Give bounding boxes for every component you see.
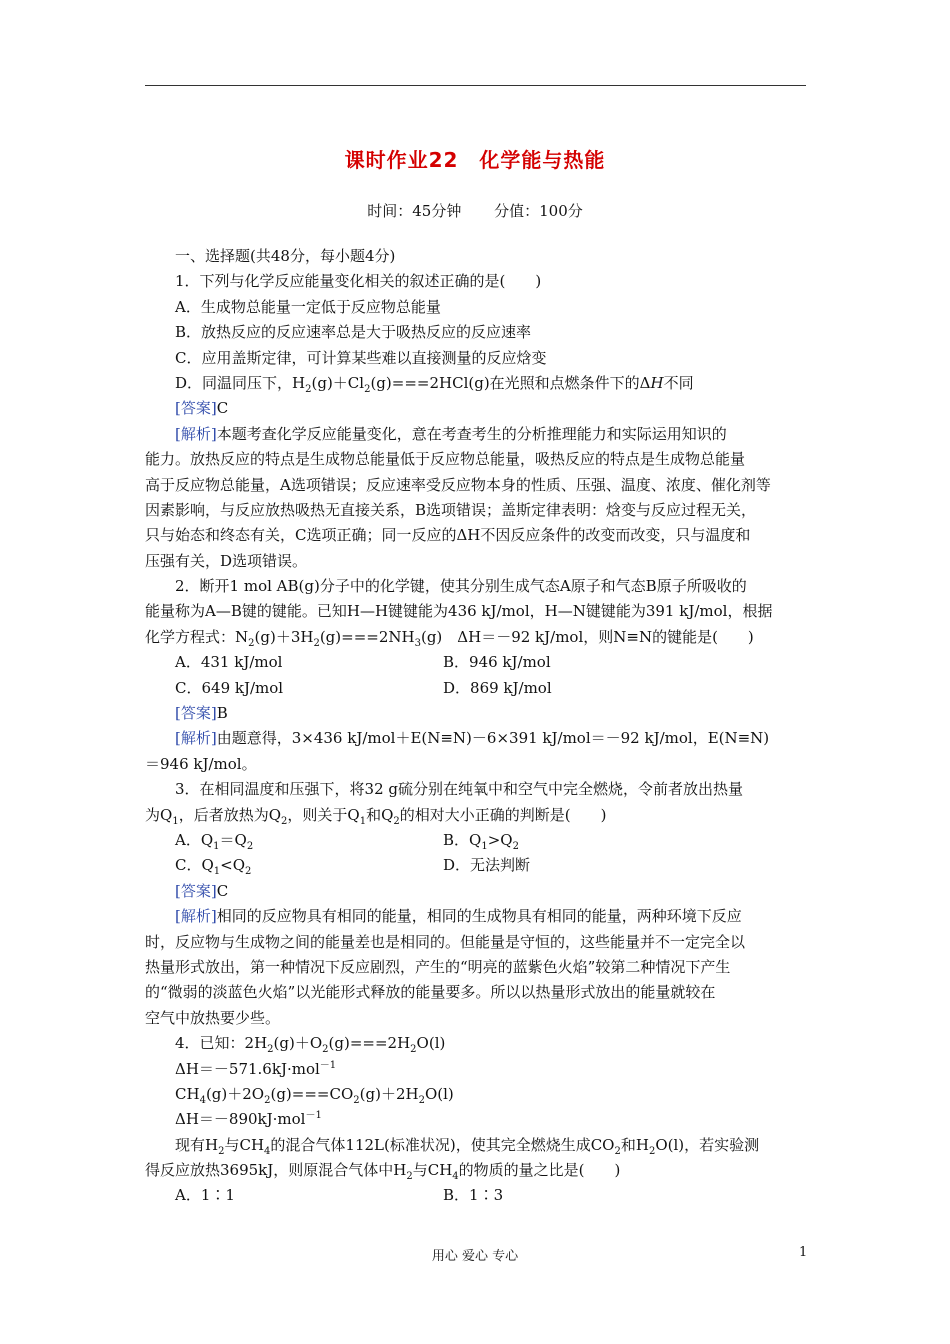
q2-stem: 化学方程式：$N_2(g)+3H_2(g)===2NH_3(g)$ ΔH＝－92 kJ/mol，则N≡N的键能是( ) [145,627,754,649]
header-rule [145,85,806,86]
q4-options-row [145,1183,806,1208]
page-number: 1 [799,1245,808,1260]
time-limit: 时间：45分钟 [367,202,462,220]
q3-option-c: C．$Q_1<Q_2$ [175,856,252,878]
q1-analysis-line: 高于反应物总能量，A选项错误；反应速率受反应物本身的性质、压强、温度、浓度、催化剂等 [145,475,771,494]
q1-answer: [答案]C [175,399,229,418]
q4-option-a: A．1∶1 [175,1186,235,1205]
q2-option-c: C．649 kJ/mol [175,678,284,697]
q1-option-d: D．同温同压下，$H_2(g)+Cl_2(g)===2HCl(g)$在光照和点燃条件下的ΔH不同 [175,373,694,395]
analysis-tag: [解析] [175,424,217,443]
q1-option-b: B．放热反应的反应速率总是大于吸热反应的反应速率 [175,323,532,342]
total-score: 分值：100分 [494,202,583,220]
q3-analysis-line: 空气中放热要少些。 [145,1008,281,1027]
q4-equation-1: 4．已知：$2H_2(g)+O_2(g)===2H_2O(l)$ [175,1034,446,1056]
q1-analysis-line: 只与始态和终态有关，C选项正确；同一反应的ΔH不因反应条件的改变而改变，只与温度和 [145,526,751,545]
q2-analysis-line: ＝946 kJ/mol。 [145,754,257,773]
q2-analysis-line: [解析]由题意得，3×436 kJ/mol＋E(N≡N)－6×391 kJ/mol＝－92 kJ/mol，E(N≡N) [175,729,770,748]
q4-equation-2: $CH_4(g)+2O_2(g)===CO_2(g)+2H_2O(l)$ [175,1084,454,1106]
q4-option-b: B．1∶3 [443,1186,504,1205]
answer-tag: [答案] [175,399,217,418]
answer-tag: [答案] [175,881,217,900]
q1-option-a: A．生成物总能量一定低于反应物总能量 [175,297,441,316]
q3-analysis-line: 时，反应物与生成物之间的能量差也是相同的。但能量是守恒的，这些能量并不一定完全以 [145,932,746,951]
exam-meta [0,200,950,221]
q4-enthalpy-1: ΔH＝－571.6kJ·mol$^{-1}$ [175,1059,337,1078]
q1-analysis-line: 因素影响，与反应放热吸热无直接关系，B选项错误；盖斯定律表明：焓变与反应过程无关， [145,500,757,519]
q2-options-row [145,676,806,701]
q1-analysis-line: 能力。放热反应的特点是生成物总能量低于反应物总能量，吸热反应的特点是生成物总能量 [145,450,746,469]
q2-answer: [答案]B [175,704,228,723]
q2-stem: 2．断开1 mol AB(g)分子中的化学键，使其分别生成气态A原子和气态B原子所吸收的 [175,577,747,596]
answer-tag: [答案] [175,704,217,723]
q4-enthalpy-2: ΔH＝－890kJ·mol$^{-1}$ [175,1110,322,1129]
analysis-tag: [解析] [175,729,217,748]
q2-option-d: D．869 kJ/mol [443,678,552,697]
q3-analysis-line: 的“微弱的淡蓝色火焰”以光能形式释放的能量要多。所以以热量形式放出的能量就较在 [145,983,716,1002]
q3-analysis-line: 热量形式放出，第一种情况下反应剧烈，产生的“明亮的蓝紫色火焰”较第二种情况下产生 [145,957,731,976]
analysis-tag: [解析] [175,907,217,926]
q1-analysis-line: 压强有关，D选项错误。 [145,551,308,570]
document-body [145,244,806,1209]
page-title: 课时作业22 化学能与热能 [344,148,606,172]
q4-stem: 现有$H_2$与$CH_4$的混合气体112L(标准状况)，使其完全燃烧生成$CO_2$和$H_2O(l)$，若实验测 [175,1135,760,1157]
q3-option-d: D．无法判断 [443,856,531,875]
q3-stem: 3．在相同温度和压强下，将32 g硫分别在纯氧中和空气中完全燃烧，令前者放出热量 [175,780,744,799]
q2-stem: 能量称为A—B键的键能。已知H—H键键能为436 kJ/mol，H—N键键能为391 kJ/mol，根据 [145,602,773,621]
q1-option-c: C．应用盖斯定律，可计算某些难以直接测量的反应焓变 [175,348,547,367]
q3-options-row [145,828,806,853]
page-footer: 用心 爱心 专心 [431,1249,519,1264]
q2-option-b: B．946 kJ/mol [443,653,551,672]
q3-stem: 为$Q_1$，后者放热为$Q_2$，则关于$Q_1$和$Q_2$的相对大小正确的判断是( ) [145,805,607,827]
q3-option-a: A．$Q_1=Q_2$ [175,830,254,852]
q3-analysis-line: [解析]相同的反应物具有相同的能量，相同的生成物具有相同的能量，两种环境下反应 [175,907,742,926]
q2-option-a: A．431 kJ/mol [175,653,283,672]
q3-answer: [答案]C [175,881,229,900]
q1-stem: 1．下列与化学反应能量变化相关的叙述正确的是( ) [175,272,542,291]
q3-options-row [145,853,806,878]
q4-stem: 得反应放热3695kJ，则原混合气体中$H_2$与$CH_4$的物质的量之比是( ) [145,1161,621,1183]
q2-options-row [145,650,806,675]
q3-option-b: B．$Q_1>Q_2$ [443,830,519,852]
section-heading: 一、选择题(共48分，每小题4分) [175,247,396,265]
q1-analysis-line: [解析]本题考查化学反应能量变化，意在考查考生的分析推理能力和实际运用知识的 [175,424,727,443]
